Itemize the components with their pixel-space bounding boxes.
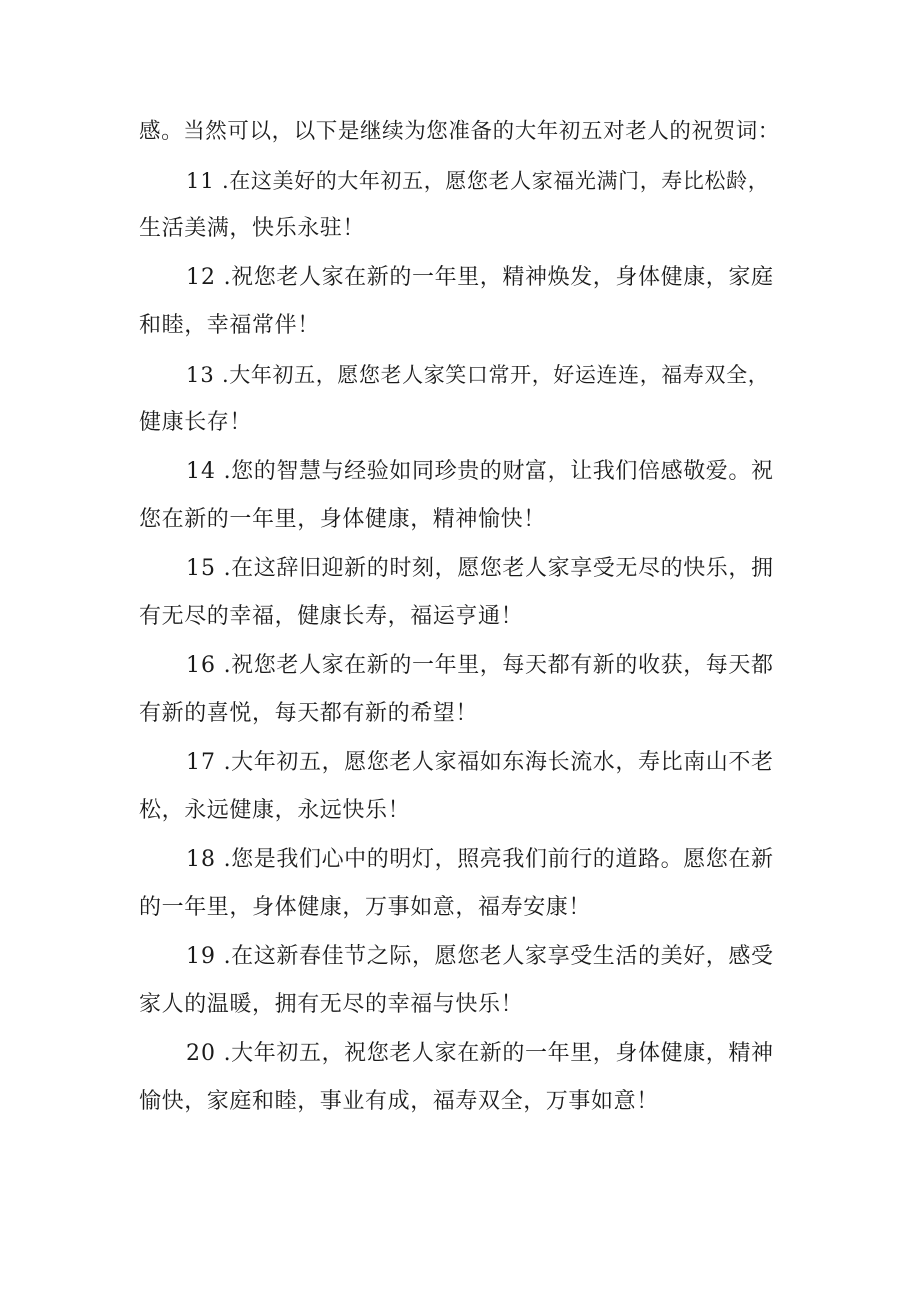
item-text: .祝您老人家在新的一年里，每天都有新的收获，每天都 xyxy=(223,652,774,678)
greeting-line-second: 的一年里，身体健康，万事如意，福寿安康！ xyxy=(139,895,592,920)
greeting-line-second: 健康长存！ xyxy=(139,410,253,435)
greeting-item-13 xyxy=(139,351,782,448)
greeting-line-first xyxy=(139,254,782,303)
item-text: .大年初五，愿您老人家笑口常开，好运连连，福寿双全， xyxy=(222,362,770,387)
greeting-item-17 xyxy=(139,739,782,836)
item-text: .祝您老人家在新的一年里，精神焕发，身体健康，家庭 xyxy=(223,264,774,290)
item-number: 15 xyxy=(186,555,216,581)
item-number: 11 xyxy=(186,168,215,193)
greeting-line-first xyxy=(139,739,782,788)
item-text: .在这美好的大年初五，愿您老人家福光满门，寿比松龄， xyxy=(222,168,770,193)
greeting-item-19 xyxy=(139,933,782,1030)
greeting-line-second: 您在新的一年里，身体健康，精神愉快！ xyxy=(139,507,546,532)
greeting-line-first xyxy=(139,545,782,594)
greeting-item-15 xyxy=(139,545,782,642)
greeting-line-second: 生活美满，快乐永驻！ xyxy=(139,216,366,241)
item-number: 16 xyxy=(186,652,216,678)
greeting-line-second: 有无尽的幸福，健康长寿，福运亨通！ xyxy=(139,604,524,629)
greeting-line-first xyxy=(139,351,782,400)
greeting-item-14 xyxy=(139,448,782,545)
item-number: 13 xyxy=(186,362,215,387)
greeting-item-11 xyxy=(139,157,782,254)
item-text: .大年初五，愿您老人家福如东海长流水，寿比南山不老 xyxy=(223,749,774,775)
greeting-line-second: 和睦，幸福常伴！ xyxy=(139,313,320,338)
item-number: 19 xyxy=(186,943,216,969)
greeting-item-16 xyxy=(139,642,782,739)
item-number: 17 xyxy=(186,749,216,775)
greeting-item-20 xyxy=(139,1030,782,1127)
greeting-line-second: 愉快，家庭和睦，事业有成，福寿双全，万事如意！ xyxy=(139,1089,659,1114)
greeting-line-first xyxy=(139,642,782,691)
item-text: .在这辞旧迎新的时刻，愿您老人家享受无尽的快乐，拥 xyxy=(223,555,774,581)
intro-text: 感。当然可以，以下是继续为您准备的大年初五对老人的祝贺词： xyxy=(139,119,780,144)
item-text: .您是我们心中的明灯，照亮我们前行的道路。愿您在新 xyxy=(223,846,774,872)
greeting-item-18 xyxy=(139,836,782,933)
intro-paragraph xyxy=(139,108,782,157)
greeting-item-12 xyxy=(139,254,782,351)
greeting-line-first xyxy=(139,933,782,982)
item-number: 14 xyxy=(186,458,216,484)
item-number: 18 xyxy=(186,846,216,872)
greeting-line-second: 有新的喜悦，每天都有新的希望！ xyxy=(139,701,479,726)
greeting-line-second: 松，永远健康，永远快乐！ xyxy=(139,798,411,823)
greeting-line-first xyxy=(139,157,782,206)
item-number: 12 xyxy=(186,264,216,290)
greeting-line-first xyxy=(139,1030,782,1079)
item-text: .在这新春佳节之际，愿您老人家享受生活的美好，感受 xyxy=(223,943,774,969)
item-text: .您的智慧与经验如同珍贵的财富，让我们倍感敬爱。祝 xyxy=(223,458,774,484)
greeting-line-first xyxy=(139,448,782,497)
item-text: .大年初五，祝您老人家在新的一年里，身体健康，精神 xyxy=(223,1040,774,1066)
document-body xyxy=(139,108,782,1127)
item-number: 20 xyxy=(186,1040,216,1066)
greeting-line-second: 家人的温暖，拥有无尽的幸福与快乐！ xyxy=(139,992,524,1017)
greeting-line-first xyxy=(139,836,782,885)
